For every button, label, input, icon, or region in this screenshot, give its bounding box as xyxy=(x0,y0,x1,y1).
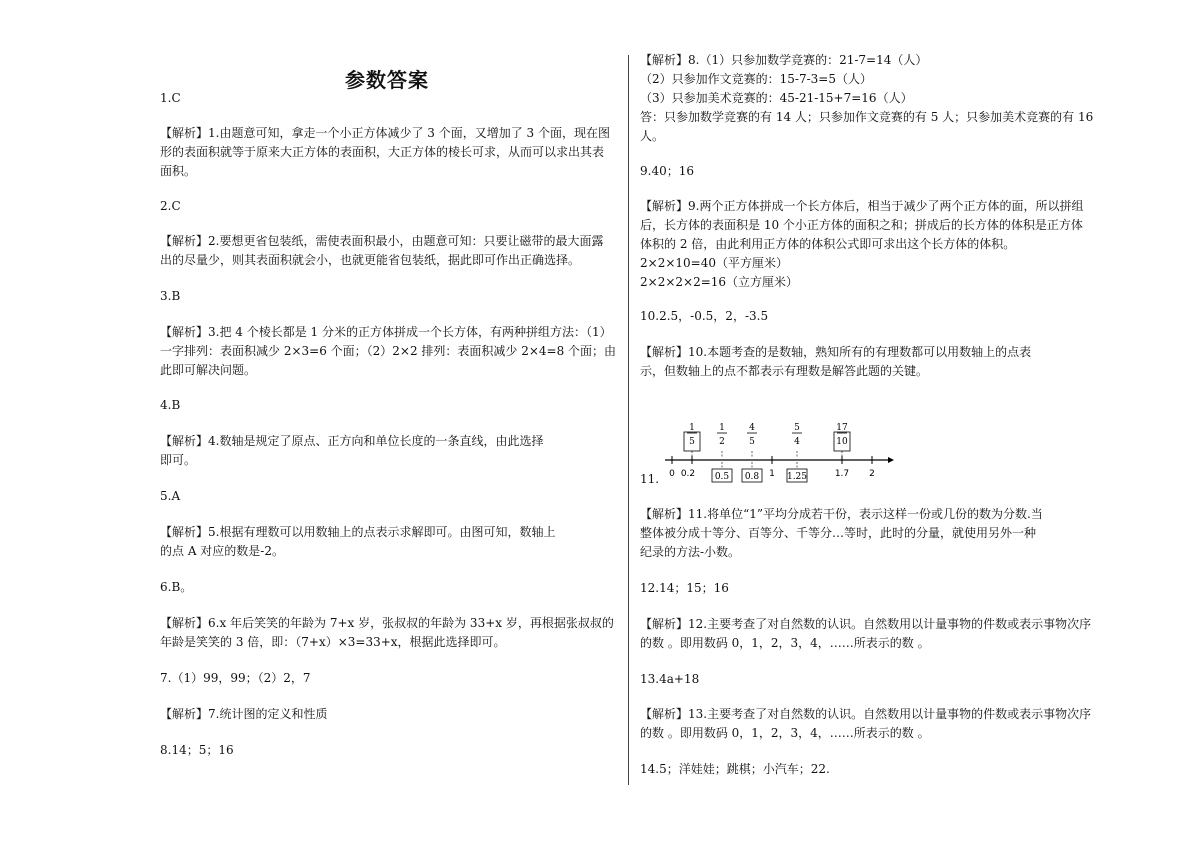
right-text-line: 13.4a+18 xyxy=(640,672,700,686)
right-text-line: 【解析】9.两个正方体拼成一个长方体后，相当于减少了两个正方体的面，所以拼组 xyxy=(640,199,1084,213)
left-text-line: 6.B。 xyxy=(160,580,193,594)
fraction-numerator: 4 xyxy=(749,423,755,433)
left-text-line: 2.C xyxy=(160,199,181,213)
left-text-line: 【解析】2.要想更省包装纸，需使表面积最小，由题意可知：只要让磁带的最大面露 xyxy=(160,234,604,248)
fraction-label xyxy=(834,423,850,458)
left-text-line: 此即可解决问题。 xyxy=(160,363,257,377)
right-text-line: 的数 。即用数码 0，1，2，3，4，……所表示的数 。 xyxy=(640,726,930,740)
right-text-line: （2）只参加作文竞赛的：15-7-3=5（人） xyxy=(640,72,872,86)
right-text-line: 的数 。即用数码 0，1，2，3，4，……所表示的数 。 xyxy=(640,636,930,650)
left-text-line: 8.14；5；16 xyxy=(160,743,234,757)
fraction-numerator: 1 xyxy=(719,423,725,433)
fraction-numerator: 5 xyxy=(794,423,800,433)
right-text-line: 2×2×10=40（平方厘米） xyxy=(640,256,788,270)
number-line-arrow-icon xyxy=(888,457,894,463)
number-line-figure xyxy=(660,420,900,490)
fraction-denominator: 4 xyxy=(794,437,800,447)
left-text-line: 7.（1）99，99；（2）2，7 xyxy=(160,671,311,685)
fraction-numerator: 1 xyxy=(689,423,695,433)
right-text-line: 10.2.5，-0.5，2，-3.5 xyxy=(640,309,769,323)
decimal-value: 0.5 xyxy=(714,472,730,482)
fraction-denominator: 5 xyxy=(689,437,695,447)
right-text-line: 人。 xyxy=(640,129,665,143)
left-text-line: 面积。 xyxy=(160,164,197,178)
decimal-label xyxy=(787,462,807,482)
left-text-line: 即可。 xyxy=(160,453,197,467)
fraction-label xyxy=(792,423,802,458)
page-title: 参数答案 xyxy=(345,68,429,92)
right-text-line: 11. xyxy=(640,472,660,486)
decimal-label xyxy=(742,462,762,482)
right-text-line: 【解析】8.（1）只参加数学竞赛的：21-7=14（人） xyxy=(640,53,928,67)
tick-label: 2 xyxy=(869,469,875,479)
right-text-line: 答：只参加数学竞赛的有 14 人；只参加作文竞赛的有 5 人；只参加美术竞赛的有 16 xyxy=(640,110,1094,124)
left-text-line: 的点 A 对应的数是-2。 xyxy=(160,544,284,558)
tick-label: 1.7 xyxy=(834,469,850,479)
left-text-line: 【解析】6.x 年后笑笑的年龄为 7+x 岁，张叔叔的年龄为 33+x 岁，再根据张叔叔的 xyxy=(160,616,614,630)
column-divider xyxy=(628,55,629,785)
right-text-line: 纪录的方法-小数。 xyxy=(640,545,741,559)
fraction-denominator: 10 xyxy=(836,437,848,447)
right-text-line: 后，长方体的表面积是 10 个小正方体的面积之和；拼成后的长方体的体积是正方体 xyxy=(640,218,1083,232)
right-text-line: 【解析】11.将单位“1”平均分成若干份，表示这样一份或几份的数为分数.当 xyxy=(640,507,1043,521)
fraction-label xyxy=(684,423,700,458)
left-text-line: 1.C xyxy=(160,91,181,105)
left-text-line: 【解析】5.根据有理数可以用数轴上的点表示求解即可。由图可知，数轴上 xyxy=(160,525,556,539)
right-text-line: 整体被分成十等分、百等分、千等分…等时，此时的分量，就使用另外一种 xyxy=(640,526,1037,540)
left-text-line: 3.B xyxy=(160,289,181,303)
left-text-line: 5.A xyxy=(160,489,181,503)
left-text-line: 年龄是笑笑的 3 倍，即：（7+x）×3=33+x，根据此选择即可。 xyxy=(160,635,506,649)
fraction-label xyxy=(717,423,727,458)
right-text-line: 体积的 2 倍，由此利用正方体的体积公式即可求出这个长方体的体积。 xyxy=(640,237,1016,251)
decimal-value: 0.8 xyxy=(744,472,760,482)
right-text-line: 12.14；15；16 xyxy=(640,581,729,595)
decimal-value: 1.25 xyxy=(786,472,808,482)
right-text-line: 【解析】13.主要考查了对自然数的认识。自然数用以计量事物的件数或表示事物次序 xyxy=(640,707,1092,721)
tick-label: 0 xyxy=(669,469,675,479)
left-text-line: 一字排列：表面积减少 2×3=6 个面；（2）2×2 排列：表面积减少 2×4=8 个面；由 xyxy=(160,344,617,358)
left-text-line: 【解析】1.由题意可知，拿走一个小正方体减少了 3 个面，又增加了 3 个面，现在图 xyxy=(160,126,610,140)
tick-label: 1 xyxy=(769,469,775,479)
right-text-line: 2×2×2×2=16（立方厘米） xyxy=(640,275,799,289)
right-text-line: （3）只参加美术竞赛的：45-21-15+7=16（人） xyxy=(640,91,913,105)
right-text-line: 14.5；洋娃娃；跳棋；小汽车；22. xyxy=(640,762,830,776)
decimal-label xyxy=(712,462,732,482)
tick-label: 0.2 xyxy=(680,469,696,479)
right-text-line: 示，但数轴上的点不都表示有理数是解答此题的关键。 xyxy=(640,364,929,378)
fraction-label xyxy=(747,423,757,458)
right-text-line: 9.40；16 xyxy=(640,164,694,178)
left-text-line: 4.B xyxy=(160,398,181,412)
right-text-line: 【解析】12.主要考查了对自然数的认识。自然数用以计量事物的件数或表示事物次序 xyxy=(640,617,1092,631)
fraction-numerator: 17 xyxy=(836,423,848,433)
right-text-line: 【解析】10.本题考查的是数轴，熟知所有的有理数都可以用数轴上的点表 xyxy=(640,345,1032,359)
left-text-line: 形的表面积就等于原来大正方体的表面积，大正方体的棱长可求，从而可以求出其表 xyxy=(160,145,605,159)
fraction-denominator: 5 xyxy=(749,437,755,447)
left-text-line: 【解析】4.数轴是规定了原点、正方向和单位长度的一条直线，由此选择 xyxy=(160,434,544,448)
fraction-denominator: 2 xyxy=(719,437,725,447)
left-text-line: 【解析】3.把 4 个棱长都是 1 分米的正方体拼成一个长方体，有两种拼组方法：（1） xyxy=(160,325,612,339)
left-text-line: 出的尽量少，则其表面积就会小，也就更能省包装纸，据此即可作出正确选择。 xyxy=(160,253,581,267)
left-text-line: 【解析】7.统计图的定义和性质 xyxy=(160,707,328,721)
